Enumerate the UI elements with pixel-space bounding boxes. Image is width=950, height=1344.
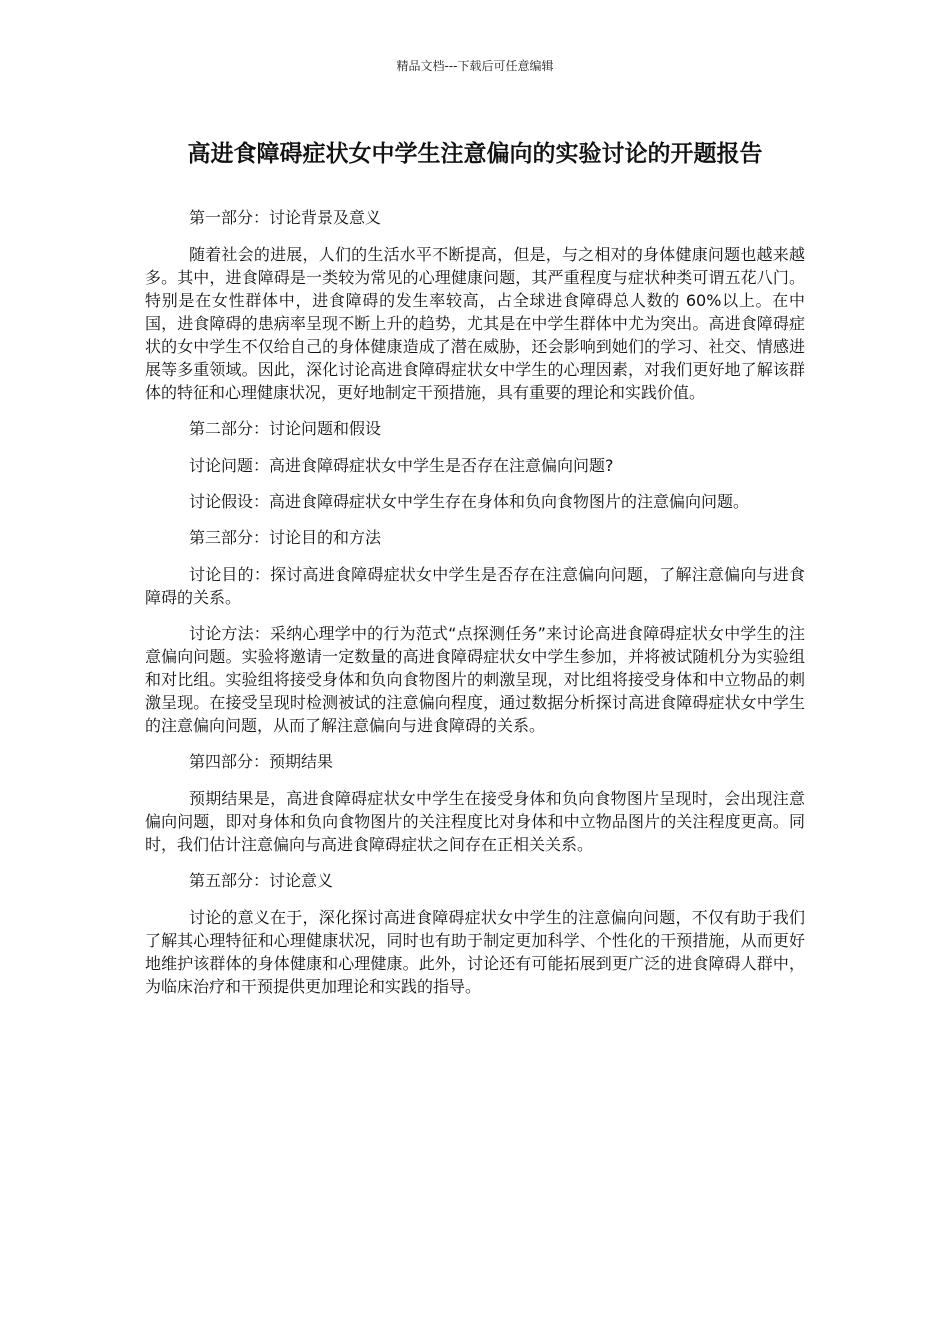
document-title: 高进食障碍症状女中学生注意偏向的实验讨论的开题报告 xyxy=(187,141,763,167)
paragraph-hypothesis: 讨论假设：高进食障碍症状女中学生存在身体和负向食物图片的注意偏向问题。 xyxy=(189,492,750,511)
section-heading-background: 第一部分：讨论背景及意义 xyxy=(189,208,382,227)
section-heading-questions: 第二部分：讨论问题和假设 xyxy=(189,419,382,438)
paragraph-expected-results: 预期结果是，高进食障碍症状女中学生在接受身体和负向食物图片呈现时，会出现注意偏向问题，即对身体和负向食物图片的关注程度比对身体和中立物品图片的关注程度更高。同时，我们估计注意偏向与高进食障碍症状之间存在正相关关系。 xyxy=(145,789,805,854)
paragraph-purpose: 讨论目的：探讨高进食障碍症状女中学生是否存在注意偏向问题，了解注意偏向与进食障碍的关系。 xyxy=(145,565,805,607)
page-header: 精品文档---下载后可任意编辑 xyxy=(396,59,554,73)
section-heading-expected-results: 第四部分：预期结果 xyxy=(189,752,334,771)
paragraph-background: 随着社会的进展，人们的生活水平不断提高，但是，与之相对的身体健康问题也越来越多。其中，进食障碍是一类较为常见的心理健康问题，其严重程度与症状种类可谓五花八门。特别是在女性群体中，进食障碍的发生率较高，占全球进食障碍总人数的 60%以上。在中国，进食障碍的患病率呈现不断上升的趋势，尤其是在中学生群体中尤为突出。高进食障碍症状的女中学生不仅给自己的身体健康造成了潜在威胁，还会影响到她们的学习、社交、情感进展等多重领域。因此，深化讨论高进食障碍症状女中学生的心理因素，对我们更好地了解该群体的特征和心理健康状况，更好地制定干预措施，具有重要的理论和实践价值。 xyxy=(145,245,805,402)
paragraph-method: 讨论方法：采纳心理学中的行为范式“点探测任务”来讨论高进食障碍症状女中学生的注意偏向问题。实验将邀请一定数量的高进食障碍症状女中学生参加，并将被试随机分为实验组和对比组。实验组将接受身体和负向食物图片的刺激呈现，对比组将接受身体和中立物品的刺激呈现。在接受呈现时检测被试的注意偏向程度，通过数据分析探讨高进食障碍症状女中学生的注意偏向问题，从而了解注意偏向与进食障碍的关系。 xyxy=(145,624,805,735)
paragraph-research-question: 讨论问题：高进食障碍症状女中学生是否存在注意偏向问题? xyxy=(189,456,614,475)
document-body xyxy=(145,206,805,1011)
paragraph-significance: 讨论的意义在于，深化探讨高进食障碍症状女中学生的注意偏向问题，不仅有助于我们了解其心理特征和心理健康状况，同时也有助于制定更加科学、个性化的干预措施，从而更好地维护该群体的身体健康和心理健康。此外，讨论还有可能拓展到更广泛的进食障碍人群中，为临床治疗和干预提供更加理论和实践的指导。 xyxy=(145,908,805,996)
section-heading-significance: 第五部分：讨论意义 xyxy=(189,871,334,890)
section-heading-methods: 第三部分：讨论目的和方法 xyxy=(189,528,382,547)
